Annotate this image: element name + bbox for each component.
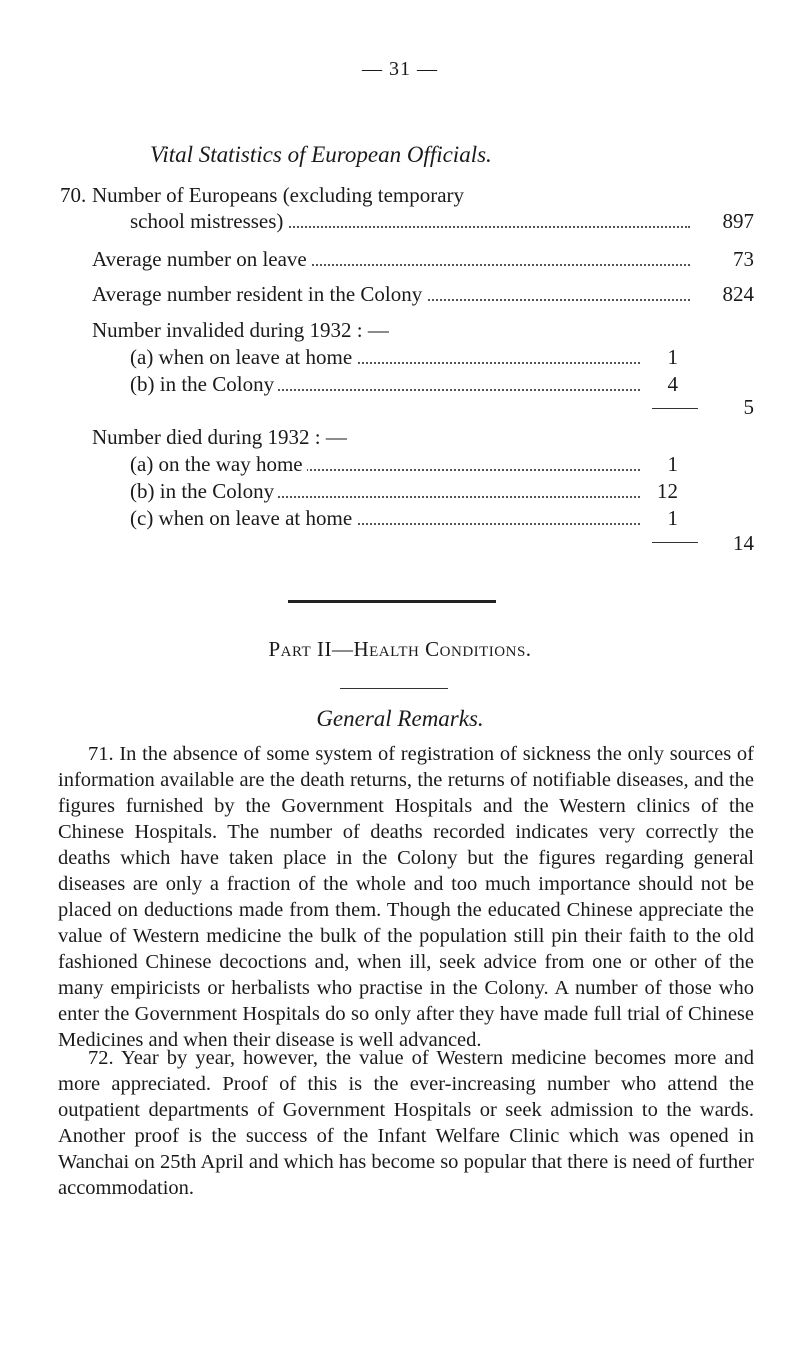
europeans-label-line2: school mistresses) — [130, 209, 287, 233]
invalided-b-label: (b) in the Colony — [130, 372, 278, 396]
died-a-label: (a) on the way home — [130, 452, 307, 476]
invalided-a-row — [130, 344, 640, 370]
died-b-row — [130, 478, 640, 504]
general-remarks-heading: General Remarks. — [316, 706, 484, 731]
europeans-label-line1: Number of Europeans (excluding temporary — [92, 183, 465, 207]
paragraph-71 — [58, 741, 754, 1053]
avg-leave-value: 73 — [733, 247, 754, 271]
avg-leave-label: Average number on leave — [92, 247, 311, 271]
invalided-b-value: 4 — [667, 372, 678, 396]
item-number-70: 70. — [60, 183, 87, 207]
europeans-value: 897 — [722, 209, 754, 233]
died-a-row — [130, 451, 640, 477]
invalided-b-row — [130, 371, 640, 397]
died-b-label: (b) in the Colony — [130, 479, 278, 503]
invalided-a-label: (a) when on leave at home — [130, 345, 356, 369]
died-c-label: (c) when on leave at home — [130, 506, 356, 530]
avg-resident-row — [92, 281, 690, 307]
paragraph-72-text: 72. Year by year, however, the value of Western medicine becomes more and more appreciated. Proof of this is the ever-increasing number who attend the outpatient departments of Government Hospitals or seek admission to the wards. Another proof is the success of the Infant Welfare Clinic which was opened in Wanchai on 25th April and which has become so popular that there is need of further accommodation. — [58, 1047, 754, 1199]
invalided-a-value: 1 — [667, 345, 678, 369]
avg-resident-label: Average number resident in the Colony — [92, 282, 426, 306]
died-total: 14 — [733, 531, 754, 555]
part-heading: Part II—Health Conditions. — [268, 637, 532, 661]
europeans-row — [130, 208, 690, 234]
subtotal-rule — [652, 408, 698, 409]
paragraph-71-text: 71. In the absence of some system of registration of sickness the only sources of information available are the death returns, the returns of notifiable diseases, and the figures furnished by the Government Hospitals and the Western clinics of the Chinese Hospitals. The number of deaths recorded indicates very correctly the deaths which have taken place in the Colony but the figures regarding general diseases are only a fraction of the whole and too much importance should not be placed on deductions made from them. Though the educated Chinese appreciate the value of Western medicine the bulk of the population still pin their faith to the old fashioned Chinese decoctions and, when ill, seek advice from one or other of the many empiricists or herbalists who practise in the Colony. A number of those who enter the Government Hospitals do so only after they have made full trial of Chinese Medicines and when their disease is well advanced. — [58, 743, 754, 1051]
short-rule — [340, 688, 448, 689]
page-number: — 31 — — [362, 58, 438, 80]
subtotal-rule — [652, 542, 698, 543]
died-b-value: 12 — [657, 479, 678, 503]
died-a-value: 1 — [667, 452, 678, 476]
avg-leave-row — [92, 246, 690, 272]
section-title: Vital Statistics of European Officials. — [150, 142, 492, 167]
invalided-total: 5 — [743, 395, 754, 419]
died-c-value: 1 — [667, 506, 678, 530]
avg-resident-value: 824 — [722, 282, 754, 306]
section-divider — [288, 600, 496, 603]
paragraph-72 — [58, 1045, 754, 1201]
died-heading: Number died during 1932 : — — [92, 425, 347, 449]
invalided-heading: Number invalided during 1932 : — — [92, 318, 389, 342]
died-c-row — [130, 505, 640, 531]
